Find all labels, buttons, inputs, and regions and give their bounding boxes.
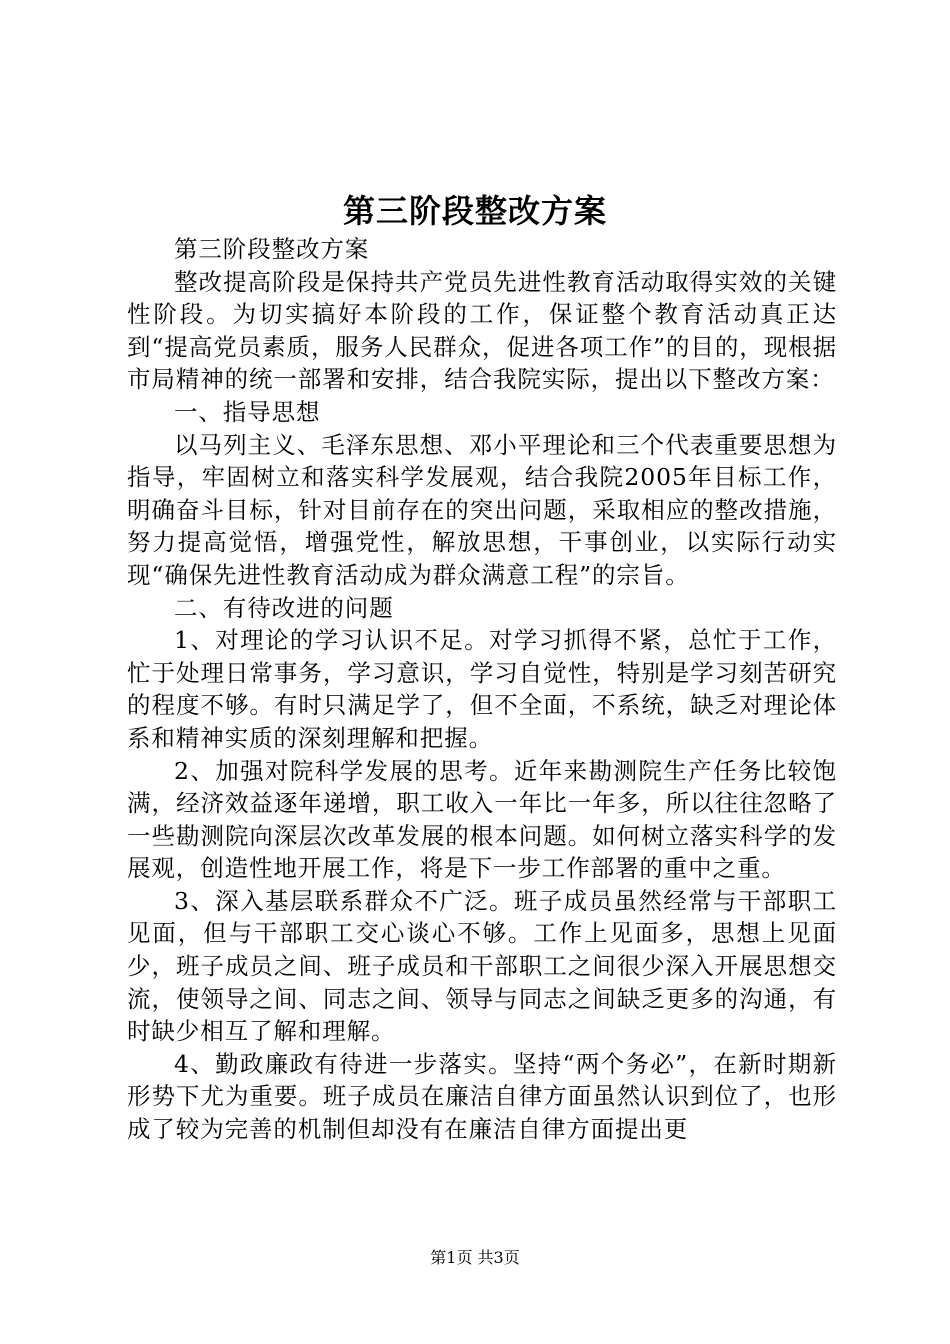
paragraph-problem-3: 3、深入基层联系群众不广泛。班子成员虽然经常与干部职工见面，但与干部职工交心谈心不够。工作上见面多，思想上见面少，班子成员之间、班子成员和干部职工之间很少深入开展思想交流，使领导之间、同志之间、领导与同志之间缺乏更多的沟通，有时缺少相互了解和理解。 — [127, 886, 837, 1046]
paragraph-intro: 整改提高阶段是保持共产党员先进性教育活动取得实效的关键性阶段。为切实搞好本阶段的工作，保证整个教育活动真正达到“提高党员素质，服务人民群众，促进各项工作”的目的，现根据市局精神的统一部署和安排，结合我院实际，提出以下整改方案： — [127, 267, 837, 394]
paragraph-subtitle: 第三阶段整改方案 — [174, 235, 370, 263]
paragraph-problem-1: 1、对理论的学习认识不足。对学习抓得不紧，总忙于工作，忙于处理日常事务，学习意识，学习自觉性，特别是学习刻苦研究的程度不够。有时只满足学了，但不全面，不系统，缺乏对理论体系和精神实质的深刻理解和把握。 — [127, 626, 837, 752]
section-heading-guiding-thought: 一、指导思想 — [174, 397, 321, 426]
document-title: 第三阶段整改方案 — [342, 192, 607, 230]
document-body — [127, 233, 837, 1146]
page-footer: 第1页 共3页 — [430, 1248, 520, 1267]
paragraph-problem-4: 4、勤政廉政有待进一步落实。坚持“两个务必”，在新时期新形势下尤为重要。班子成员在廉洁自律方面虽然认识到位了，也形成了较为完善的机制但却没有在廉洁自律方面提出更 — [127, 1049, 837, 1144]
paragraph-problem-2: 2、加强对院科学发展的思考。近年来勘测院生产任务比较饱满，经济效益逐年递增，职工收入一年比一年多，所以往往忽略了一些勘测院向深层次改革发展的根本问题。如何树立落实科学的发展观，创造性地开展工作，将是下一步工作部署的重中之重。 — [127, 756, 837, 883]
section-heading-problems: 二、有待改进的问题 — [174, 593, 394, 622]
paragraph-guiding-thought: 以马列主义、毛泽东思想、邓小平理论和三个代表重要思想为指导，牢固树立和落实科学发展观，结合我院2005年目标工作，明确奋斗目标，针对目前存在的突出问题，采取相应的整改措施，努力提高觉悟，增强党性，解放思想，干事创业，以实际行动实现“确保先进性教育活动成为群众满意工程”的宗旨。 — [127, 430, 837, 589]
